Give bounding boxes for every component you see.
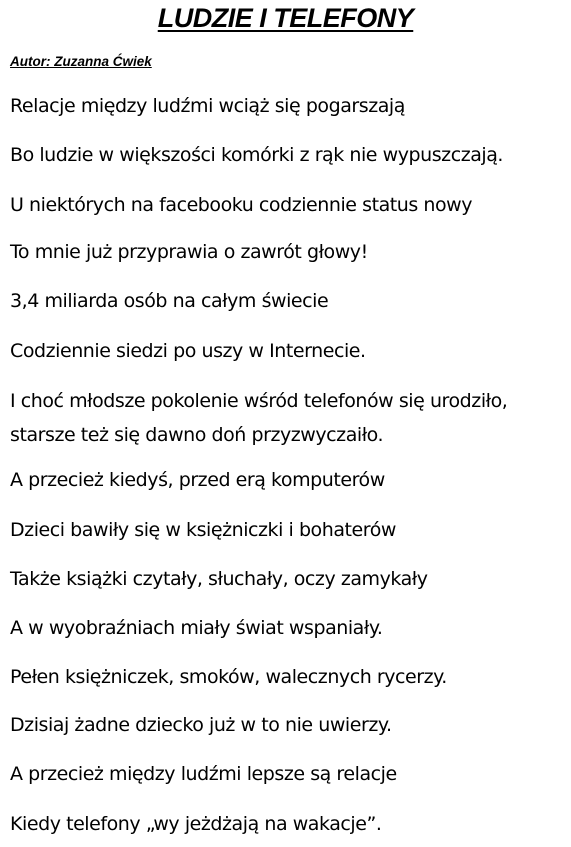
page-title: LUDZIE I TELEFONY: [157, 3, 414, 33]
poem-line: A przecież kiedyś, przed erą komputerów: [10, 469, 385, 491]
poem-line: U niektórych na facebooku codziennie status nowy: [10, 194, 473, 216]
poem-line: Pełen księżniczek, smoków, walecznych rycerzy.: [10, 666, 447, 688]
poem-line: Codziennie siedzi po uszy w Internecie.: [10, 340, 366, 362]
author-line: Autor: Zuzanna Ćwiek: [10, 54, 152, 69]
poem-line: Także książki czytały, słuchały, oczy zamykały: [10, 568, 428, 590]
poem-line: To mnie już przyprawia o zawrót głowy!: [10, 241, 368, 263]
poem-line: starsze też się dawno doń przyzwyczaiło.: [10, 424, 384, 446]
poem-line: Kiedy telefony „wy jeżdżają na wakacje”.: [10, 813, 382, 835]
poem-line: A przecież między ludźmi lepsze są relacje: [10, 763, 397, 785]
poem-line: A w wyobraźniach miały świat wspaniały.: [10, 617, 383, 639]
poem-line: I choć młodsze pokolenie wśród telefonów się urodziło,: [10, 390, 508, 412]
poem-line: Relacje między ludźmi wciąż się pogarszają: [10, 95, 405, 117]
poem-line: Dzieci bawiły się w księżniczki i bohaterów: [10, 519, 396, 541]
poem-line: Bo ludzie w większości komórki z rąk nie wypuszczają.: [10, 144, 504, 166]
poem-line: Dzisiaj żadne dziecko już w to nie uwierzy.: [10, 714, 392, 736]
poem-line: 3,4 miliarda osób na całym świecie: [10, 290, 329, 312]
